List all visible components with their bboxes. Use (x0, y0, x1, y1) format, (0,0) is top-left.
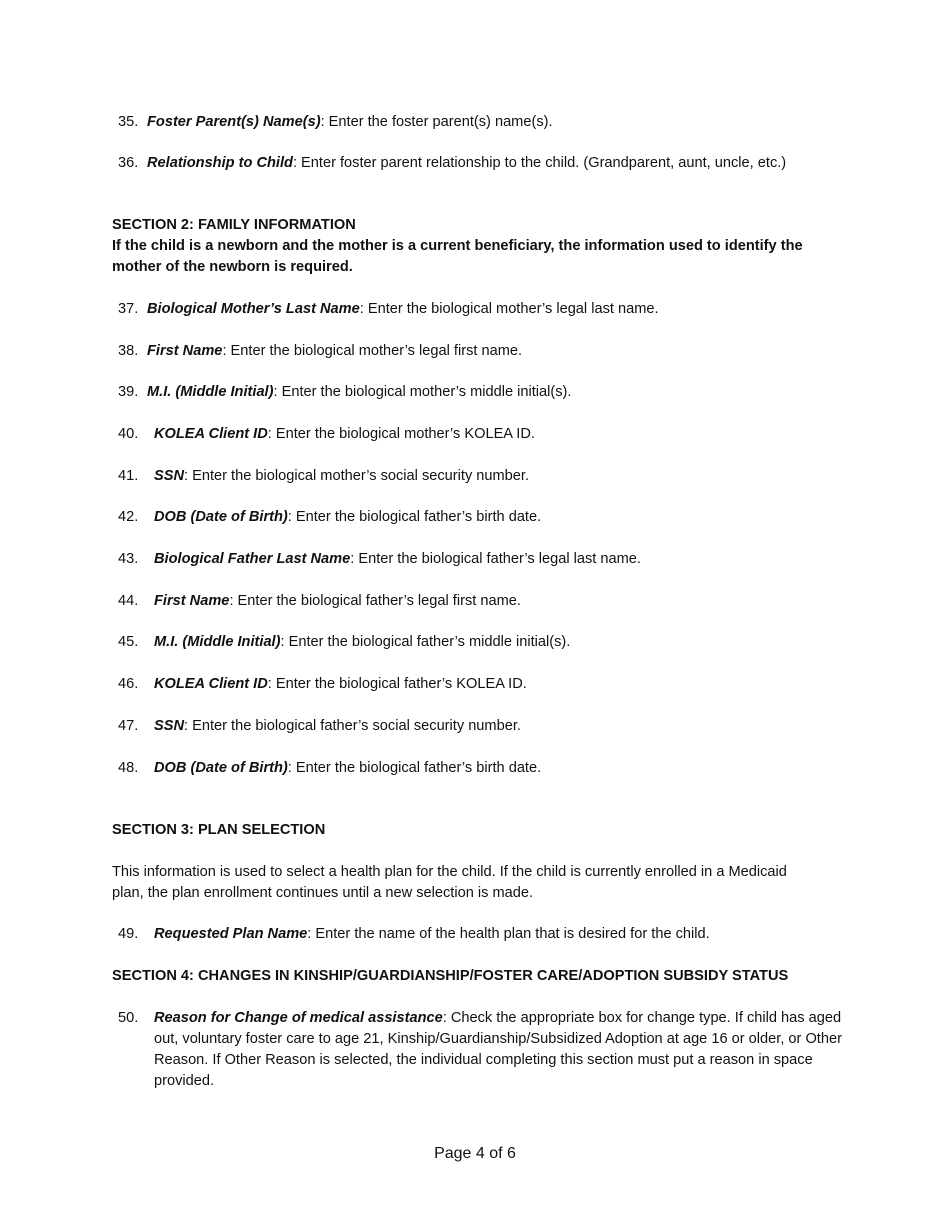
section-4-heading: SECTION 4: CHANGES IN KINSHIP/GUARDIANSHIP/FOSTER CARE/ADOPTION SUBSIDY STATUS (112, 968, 789, 984)
item-number: 45. (118, 634, 139, 650)
item-number: 35. (118, 114, 139, 130)
field-term: Relationship to Child (147, 155, 293, 171)
field-term: First Name (154, 593, 230, 609)
item-number: 46. (118, 676, 139, 692)
field-description: : Enter the foster parent(s) name(s). (320, 114, 553, 130)
page-number: Page 4 of 6 (434, 1145, 516, 1162)
field-description: : Enter the biological father’s birth date. (287, 760, 542, 776)
field-description: : Enter the biological mother’s KOLEA ID. (267, 426, 535, 442)
item-text (154, 758, 843, 779)
field-term: Reason for Change of medical assistance (154, 1010, 443, 1026)
section-2-note: If the child is a newborn and the mother is a current beneficiary, the information used to identify the mother of the newborn is required. (112, 238, 803, 275)
field-term: Biological Father Last Name (154, 551, 351, 567)
field-term: DOB (Date of Birth) (154, 509, 288, 525)
field-term: First Name (147, 343, 223, 359)
field-description: : Enter foster parent relationship to the child. (Grandparent, aunt, uncle, etc.) (292, 155, 787, 171)
section-3-heading: SECTION 3: PLAN SELECTION (112, 822, 326, 838)
item-number: 47. (118, 718, 139, 734)
item-text (154, 466, 843, 487)
field-term: Requested Plan Name (154, 926, 308, 942)
item-number: 41. (118, 468, 139, 484)
field-term: M.I. (Middle Initial) (154, 634, 281, 650)
section-3-paragraph: This information is used to select a health plan for the child. If the child is currently enrolled in a Medicaid plan, the plan enrollment continues until a new selection is made. (112, 864, 787, 901)
item-text (154, 716, 843, 737)
item-text (147, 341, 843, 362)
item-number: 50. (118, 1010, 139, 1026)
item-text (154, 507, 843, 528)
field-description: : Enter the name of the health plan that is desired for the child. (307, 926, 710, 942)
item-text (154, 591, 843, 612)
item-number: 39. (118, 384, 139, 400)
item-text (154, 924, 843, 945)
field-description: : Enter the biological father’s legal last name. (350, 551, 641, 567)
field-description: : Enter the biological mother’s legal last name. (359, 301, 659, 317)
field-description: : Enter the biological father’s legal first name. (229, 593, 521, 609)
item-number: 42. (118, 509, 139, 525)
item-text (154, 1008, 843, 1092)
item-text (154, 549, 843, 570)
field-description: : Check the appropriate box for change type. If child has aged out, voluntary foster care to age 21, Kinship/Guardianship/Subsidized Adoption at age 16 or older, or Other Reason. If Other Reason is selected, the individual completing this section must put a reason in space provided. (154, 1010, 842, 1089)
field-term: SSN (154, 468, 185, 484)
field-description: : Enter the biological mother’s social security number. (184, 468, 530, 484)
item-number: 38. (118, 343, 139, 359)
item-text (154, 632, 843, 653)
item-number: 40. (118, 426, 139, 442)
field-description: : Enter the biological mother’s legal first name. (222, 343, 523, 359)
field-term: Biological Mother’s Last Name (147, 301, 360, 317)
item-number: 37. (118, 301, 139, 317)
field-term: SSN (154, 718, 185, 734)
item-text (154, 424, 843, 445)
section-2-heading: SECTION 2: FAMILY INFORMATION (112, 217, 356, 233)
field-term: DOB (Date of Birth) (154, 760, 288, 776)
item-text (147, 382, 843, 403)
field-term: M.I. (Middle Initial) (147, 384, 274, 400)
item-text (147, 299, 843, 320)
item-text (147, 112, 843, 133)
field-description: : Enter the biological father’s KOLEA ID. (267, 676, 527, 692)
field-description: : Enter the biological father’s middle initial(s). (280, 634, 571, 650)
item-number: 36. (118, 155, 139, 171)
item-number: 49. (118, 926, 139, 942)
item-number: 44. (118, 593, 139, 609)
field-description: : Enter the biological father’s social security number. (184, 718, 521, 734)
item-text (147, 153, 843, 174)
field-term: Foster Parent(s) Name(s) (147, 114, 321, 130)
item-number: 43. (118, 551, 139, 567)
field-description: : Enter the biological mother’s middle initial(s). (273, 384, 572, 400)
field-term: KOLEA Client ID (154, 676, 268, 692)
item-text (154, 674, 843, 695)
field-term: KOLEA Client ID (154, 426, 268, 442)
item-number: 48. (118, 760, 139, 776)
field-description: : Enter the biological father’s birth date. (287, 509, 542, 525)
